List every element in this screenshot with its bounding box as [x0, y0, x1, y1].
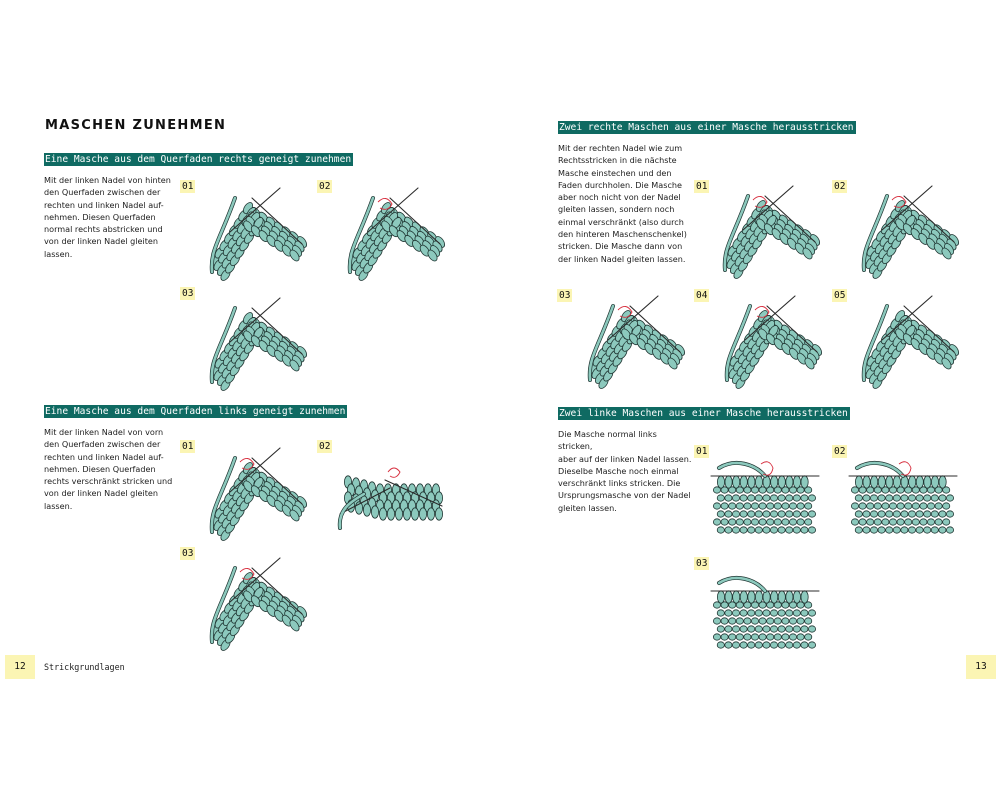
step-label: 02	[319, 181, 331, 192]
text-line: Rechtsstricken in die nächste	[558, 155, 677, 166]
footer-chapter-label: Strickgrundlagen	[44, 662, 125, 672]
text-line: aber noch nicht von der Nadel	[558, 192, 681, 203]
section-heading-right-inclined-increase: Eine Masche aus dem Querfaden rechts geneigt zunehmen	[45, 154, 352, 165]
text-line: Ursprungsmasche von der Nadel	[558, 490, 691, 501]
step-label: 02	[834, 446, 846, 457]
section-heading-two-knit-from-one: Zwei rechte Maschen aus einer Masche herausstricken	[559, 122, 854, 133]
text-line: nehmen. Diesen Querfaden	[44, 463, 156, 474]
knitting-illustration-c3	[568, 288, 688, 388]
text-line: den Querfaden zwischen der	[44, 439, 161, 450]
page-number-right: 13	[966, 655, 996, 679]
text-line: rechten und linken Nadel auf-	[44, 199, 164, 210]
knitting-illustration-c1	[703, 178, 823, 278]
step-label: 02	[319, 441, 331, 452]
step-label: 01	[696, 181, 708, 192]
text-line: Die Masche normal links stricken,	[558, 429, 657, 452]
text-line: Mit der rechten Nadel wie zum	[558, 143, 683, 153]
section-text-right-inclined-increase	[44, 174, 174, 260]
text-line: Mit der linken Nadel von hinten	[44, 175, 171, 185]
knitting-illustration-c5	[842, 288, 962, 388]
text-line: nehmen. Diesen Querfaden	[44, 211, 156, 222]
text-line: den hinteren Maschenschenkel)	[558, 229, 687, 240]
step-label: 03	[696, 558, 708, 569]
knitting-illustration-a3	[190, 290, 310, 390]
text-line: rechts verschränkt stricken und	[44, 476, 173, 487]
text-line: stricken. Die Masche dann von	[558, 241, 683, 252]
text-line: lassen.	[44, 500, 73, 511]
step-label: 03	[182, 548, 194, 559]
knitting-illustration-d3	[705, 575, 825, 655]
text-line: aber auf der linken Nadel lassen.	[558, 453, 692, 464]
section-text-left-inclined-increase	[44, 426, 174, 512]
step-label: 03	[182, 288, 194, 299]
text-line: Faden durchholen. Die Masche	[558, 179, 683, 190]
knitting-illustration-b1	[190, 440, 310, 540]
text-line: den Querfaden zwischen der	[44, 187, 161, 198]
text-line: normal rechts abstricken und	[44, 224, 163, 235]
knitting-illustration-b2	[330, 450, 450, 540]
text-line: Masche einstechen und den	[558, 167, 672, 178]
text-line: lassen.	[44, 248, 73, 259]
step-label: 01	[182, 181, 194, 192]
page-number-left: 12	[5, 655, 35, 679]
step-label: 01	[696, 446, 708, 457]
text-line: rechten und linken Nadel auf-	[44, 451, 164, 462]
section-heading-left-inclined-increase: Eine Masche aus dem Querfaden links geneigt zunehmen	[45, 406, 346, 417]
knitting-illustration-d2	[843, 460, 963, 542]
text-line: der linken Nadel gleiten lassen.	[558, 253, 686, 264]
text-line: von der linken Nadel gleiten	[44, 236, 159, 247]
text-line: Mit der linken Nadel von vorn	[44, 427, 164, 437]
knitting-illustration-c4	[705, 288, 825, 388]
knitting-illustration-c2	[842, 178, 962, 278]
step-label: 05	[834, 290, 846, 301]
text-line: gleiten lassen.	[558, 502, 617, 513]
text-line: verschränkt links stricken. Die	[558, 478, 681, 489]
knitting-illustration-d1	[705, 460, 825, 542]
knitting-illustration-a2	[328, 180, 448, 280]
section-text-two-purl-from-one	[558, 428, 693, 514]
text-line: Dieselbe Masche noch einmal	[558, 465, 679, 476]
text-line: einmal verschränkt (also durch	[558, 216, 684, 227]
page-title: MASCHEN ZUNEHMEN	[45, 118, 227, 133]
step-label: 03	[559, 290, 571, 301]
section-text-two-knit-from-one	[558, 142, 693, 265]
step-label: 02	[834, 181, 846, 192]
text-line: gleiten lassen, sondern noch	[558, 204, 675, 215]
section-heading-two-purl-from-one: Zwei linke Maschen aus einer Masche herausstricken	[559, 408, 848, 419]
step-label: 01	[182, 441, 194, 452]
knitting-illustration-a1	[190, 180, 310, 280]
text-line: von der linken Nadel gleiten	[44, 488, 159, 499]
step-label: 04	[696, 290, 708, 301]
knitting-illustration-b3	[190, 550, 310, 650]
